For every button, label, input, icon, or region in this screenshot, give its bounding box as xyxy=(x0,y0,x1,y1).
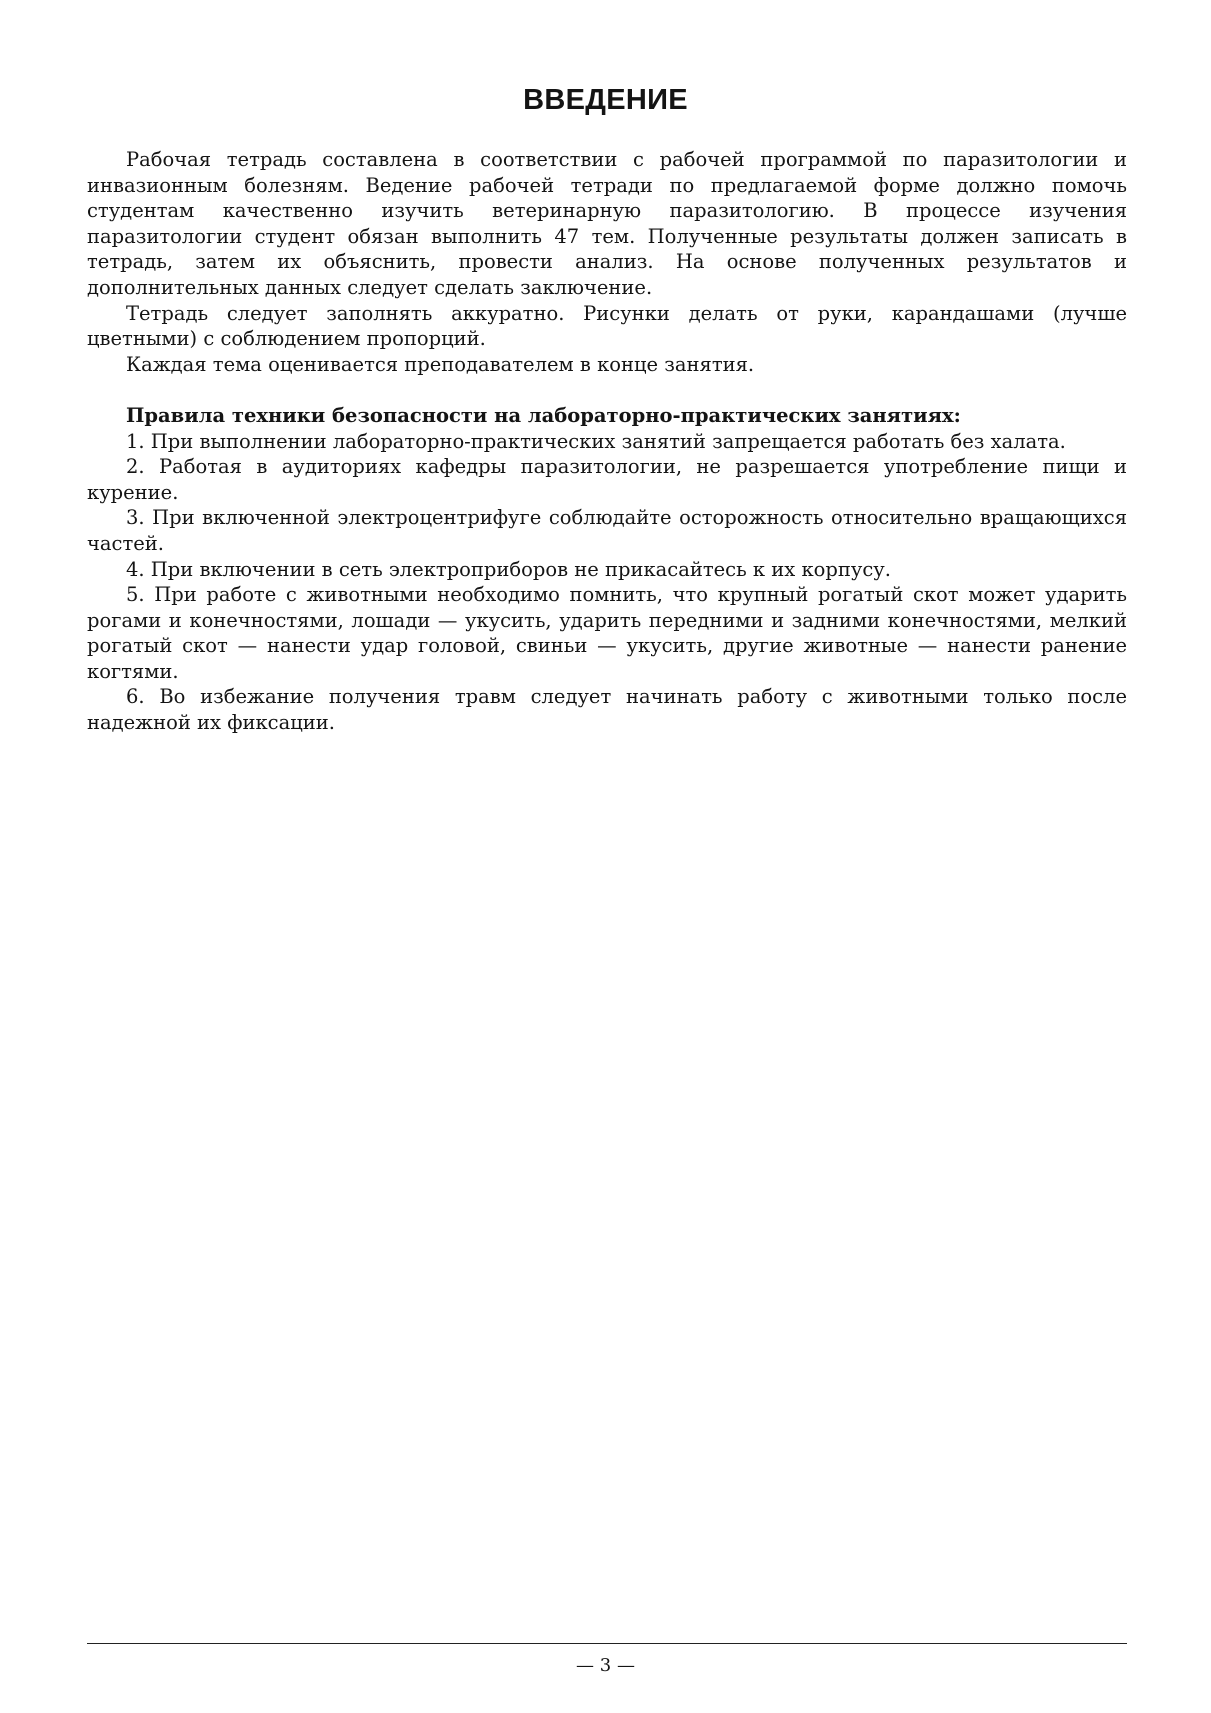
safety-rule-item: 3. При включенной электроцентрифуге соблюдайте осторожность относительно вращающихся частей. xyxy=(87,506,1127,555)
intro-paragraph: Тетрадь следует заполнять аккуратно. Рисунки делать от руки, карандашами (лучше цветными) с соблюдением пропорций. xyxy=(87,301,1127,351)
page-title: ВВЕДЕНИЕ xyxy=(523,84,688,116)
safety-rule-item: 1. При выполнении лабораторно-практических занятий запрещается работать без халата. xyxy=(126,429,1066,453)
safety-rule-item: 6. Во избежание получения травм следует начинать работу с животными только после надежной их фиксации. xyxy=(87,685,1127,735)
safety-rules-heading: Правила техники безопасности на лабораторно-практических занятиях: xyxy=(126,403,961,427)
document-body xyxy=(87,147,1127,736)
intro-paragraph: Рабочая тетрадь составлена в соответствии с рабочей программой по паразитологии и инвазионным болезням. Ведение рабочей тетради по предлагаемой форме должно помочь студентам качественно изучить ветеринарную паразитологию. В процессе изучения паразитологии студент обязан выполнить 47 тем. Полученные результаты должен записать в тетрадь, затем их объяснить, провести анализ. На основе полученных результатов и дополнительных данных следует сделать заключение. xyxy=(87,148,1127,299)
page-number: — 3 — xyxy=(576,1655,635,1676)
safety-rule-item: 4. При включении в сеть электроприборов не прикасайтесь к их корпусу. xyxy=(126,557,891,581)
intro-paragraph: Каждая тема оценивается преподавателем в конце занятия. xyxy=(126,352,755,376)
footer-divider xyxy=(87,1643,1127,1644)
section-spacer xyxy=(87,377,1127,403)
safety-rule-item: 5. При работе с животными необходимо помнить, что крупный рогатый скот может ударить рогами и конечностями, лошади — укусить, ударить передними и задними конечностями, мелкий рогатый скот — нанести удар головой, свиньи — укусить, другие животные — нанести ранение когтями. xyxy=(87,583,1127,683)
safety-rule-item: 2. Работая в аудиториях кафедры паразитологии, не разрешается употребление пищи и курение. xyxy=(87,455,1127,504)
